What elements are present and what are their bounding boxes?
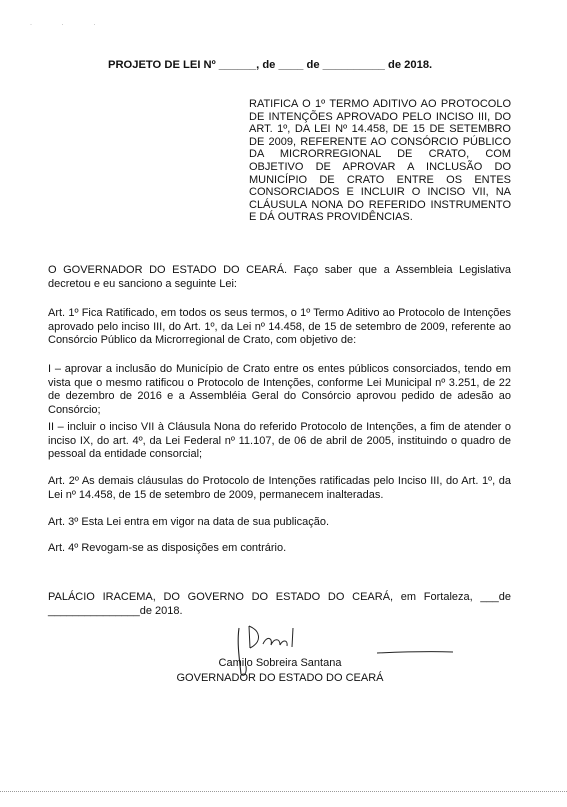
- signature-block: [160, 656, 400, 685]
- document-title: PROJETO DE LEI Nº ______, de ____ de __________ de 2018.: [108, 59, 433, 71]
- scan-specks: · · ·: [30, 22, 110, 28]
- closing-place-date: PALÁCIO IRACEMA, DO GOVERNO DO ESTADO DO CEARÁ, em Fortaleza, ___de _______________de 2018.: [48, 591, 511, 617]
- inciso-1: I – aprovar a inclusão do Município de Crato entre os entes públicos consorciados, tendo em vista que o mesmo ratificou o Protocolo de Intenções, conforme Lei Municipal nº 3.251, de 22 de dezembro de 2016 e a Assembléia Geral do Consórcio aprovou pedido de adesão ao Consórcio;: [48, 363, 511, 416]
- bottom-dotted-line: [0, 791, 567, 792]
- article-1: Art. 1º Fica Ratificado, em todos os seus termos, o 1º Termo Aditivo ao Protocolo de Intenções aprovado pelo inciso III, do Art. 1º, da Lei nº 14.458, de 15 de setembro de 2009, referente ao Consórcio Público da Microrregional de Crato, com objetivo de:: [48, 307, 511, 347]
- signer-title: GOVERNADOR DO ESTADO DO CEARÁ: [176, 671, 384, 684]
- signer-name: Camilo Sobreira Santana: [218, 657, 342, 669]
- article-2: Art. 2º As demais cláusulas do Protocolo de Intenções ratificadas pelo Inciso III, do Art. 1º, da Lei nº 14.458, de 15 de setembro de 2009, permanecem inalteradas.: [48, 475, 511, 501]
- ementa: RATIFICA O 1º TERMO ADITIVO AO PROTOCOLO DE INTENÇÕES APROVADO PELO INCISO III, DO ART. 1º, DA LEI Nº 14.458, DE 15 DE SETEMBRO DE 2009, REFERENTE AO CONSÓRCIO PÚBLICO DA MICRORREGIONAL DE CRATO, COM OBJETIVO DE APROVAR A INCLUSÃO DO MUNICÍPIO DE CRATO ENTRE OS ENTES CONSORCIADOS E INCLUIR O INCISO VII, NA CLÁUSULA NONA DO REFERIDO INSTRUMENTO E DÁ OUTRAS PROVIDÊNCIAS.: [249, 98, 511, 224]
- article-4: Art. 4º Revogam-se as disposições em contrário.: [48, 542, 287, 554]
- article-3: Art. 3º Esta Lei entra em vigor na data de sua publicação.: [48, 516, 330, 528]
- inciso-2: II – incluir o inciso VII à Cláusula Nona do referido Protocolo de Intenções, a fim de atender o inciso IX, do art. 4º, da Lei Federal nº 11.107, de 06 de abril de 2005, instituindo o quadro de pessoal da entidade consorcial;: [48, 421, 511, 461]
- preamble: O GOVERNADOR DO ESTADO DO CEARÁ. Faço saber que a Assembleia Legislativa decretou e eu sanciono a seguinte Lei:: [48, 264, 511, 290]
